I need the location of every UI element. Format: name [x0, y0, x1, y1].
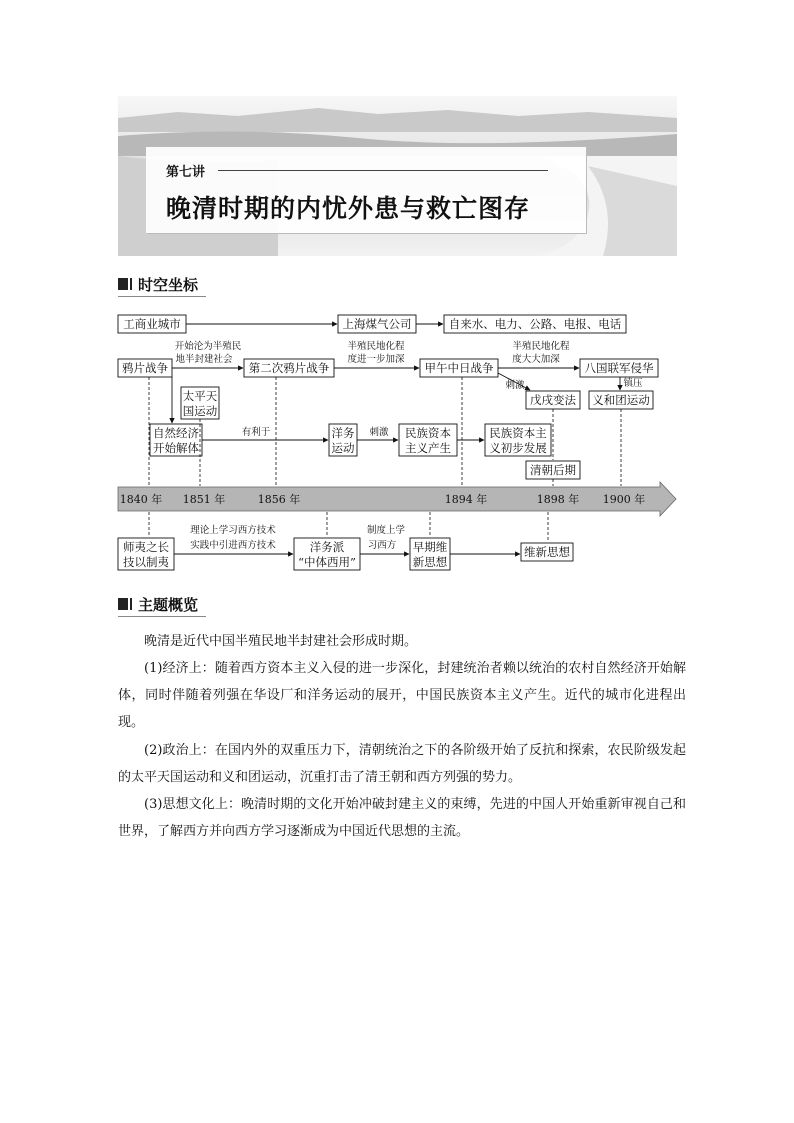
note-helps: 有利于 — [241, 427, 271, 438]
label-boxer: 义和团运动 — [592, 393, 650, 407]
label-taiping-2: 国运动 — [182, 404, 218, 418]
note-greatly-1: 半殖民地化程 — [512, 341, 570, 352]
label-shiyi-2: 技以制夷 — [123, 555, 169, 569]
label-dev-2: 义初步发展 — [489, 441, 547, 455]
label-opium-war: 鸦片战争 — [122, 361, 168, 375]
note-semi-colonial-1: 开始沦为半殖民 — [174, 341, 242, 352]
note-deepen-2: 度进一步加深 — [347, 354, 405, 365]
label-yangwu-1: 洋务 — [331, 426, 355, 440]
label-dev-1: 民族资本主 — [489, 426, 547, 440]
note-greatly-2: 度大大加深 — [512, 354, 560, 365]
page-title: 晚清时期的内忧外患与救亡图存 — [166, 194, 531, 223]
label-late-qing: 清朝后期 — [530, 463, 576, 477]
section-heading-overview — [118, 594, 218, 614]
label-faction-1: 洋务派 — [309, 540, 345, 554]
label-shanghai-gas: 上海煤气公司 — [342, 317, 412, 331]
section-title: 主题概览 — [138, 596, 199, 614]
label-early-2: 新思想 — [412, 555, 448, 569]
note-system-1: 制度上学 — [366, 525, 406, 536]
label-natural-1: 自然经济 — [153, 426, 199, 440]
year-1900: 1900 年 — [602, 493, 646, 506]
label-reform-1898: 戊戌变法 — [530, 393, 576, 407]
section-underline — [118, 616, 206, 617]
note-system-2: 习西方 — [367, 540, 397, 551]
note-stimulate-reform: 刺激 — [505, 380, 525, 391]
note-deepen-1: 半殖民地化程 — [347, 341, 405, 352]
label-second-opium-war: 第二次鸦片战争 — [248, 361, 330, 375]
year-1840: 1840 年 — [119, 493, 163, 506]
year-1898: 1898 年 — [536, 493, 580, 506]
label-utilities: 自来水、电力、公路、电报、电话 — [448, 317, 622, 331]
overview-intro: 晚清是近代中国半殖民地半封建社会形成时期。 — [144, 634, 418, 649]
lecture-number: 第七讲 — [166, 165, 206, 180]
label-capital-1: 民族资本 — [405, 426, 451, 440]
label-taiping-1: 太平天 — [182, 389, 218, 403]
overview-politics: (2)政治上：在国内外的双重压力下，清朝统治之下的各阶级开始了反抗和探索，农民阶级发起的太平天国运动和义和团运动，沉重打击了清王朝和西方列强的势力。 — [118, 743, 686, 785]
label-faction-2: “中体西用” — [298, 555, 356, 569]
overview-culture: (3)思想文化上：晚清时期的文化开始冲破封建主义的束缚，先进的中国人开始重新审视自己和世界，了解西方并向西方学习逐渐成为中国近代思想的主流。 — [118, 797, 686, 839]
note-suppress: 镇压 — [623, 378, 643, 389]
section-title: 时空坐标 — [138, 276, 199, 294]
label-yangwu-2: 运动 — [331, 441, 355, 455]
label-reform-thought: 维新思想 — [524, 545, 570, 559]
label-capital-2: 主义产生 — [405, 441, 451, 455]
note-stimulate-capital: 刺激 — [369, 427, 389, 438]
label-shiyi-1: 师夷之长 — [123, 540, 169, 554]
note-semi-colonial-2: 地半封建社会 — [175, 354, 233, 365]
label-sino-japanese-war: 甲午中日战争 — [424, 361, 494, 375]
label-natural-2: 开始解体 — [153, 441, 199, 455]
note-practice: 实践中引进西方技术 — [190, 540, 276, 551]
year-1894: 1894 年 — [444, 493, 488, 506]
year-1856: 1856 年 — [257, 493, 301, 506]
year-1851: 1851 年 — [182, 493, 226, 506]
label-industrial-city: 工商业城市 — [123, 317, 181, 331]
note-theory: 理论上学习西方技术 — [190, 525, 276, 536]
section-marker-bar — [130, 598, 132, 610]
overview-economy: (1)经济上：随着西方资本主义入侵的进一步深化，封建统治者赖以统治的农村自然经济开始解体，同时伴随着列强在华设厂和洋务运动的展开，中国民族资本主义产生。近代的城市化进程出现。 — [118, 661, 686, 730]
section-marker-icon — [118, 598, 128, 610]
label-eight-nation: 八国联军侵华 — [584, 361, 654, 375]
label-early-1: 早期维 — [412, 540, 448, 554]
